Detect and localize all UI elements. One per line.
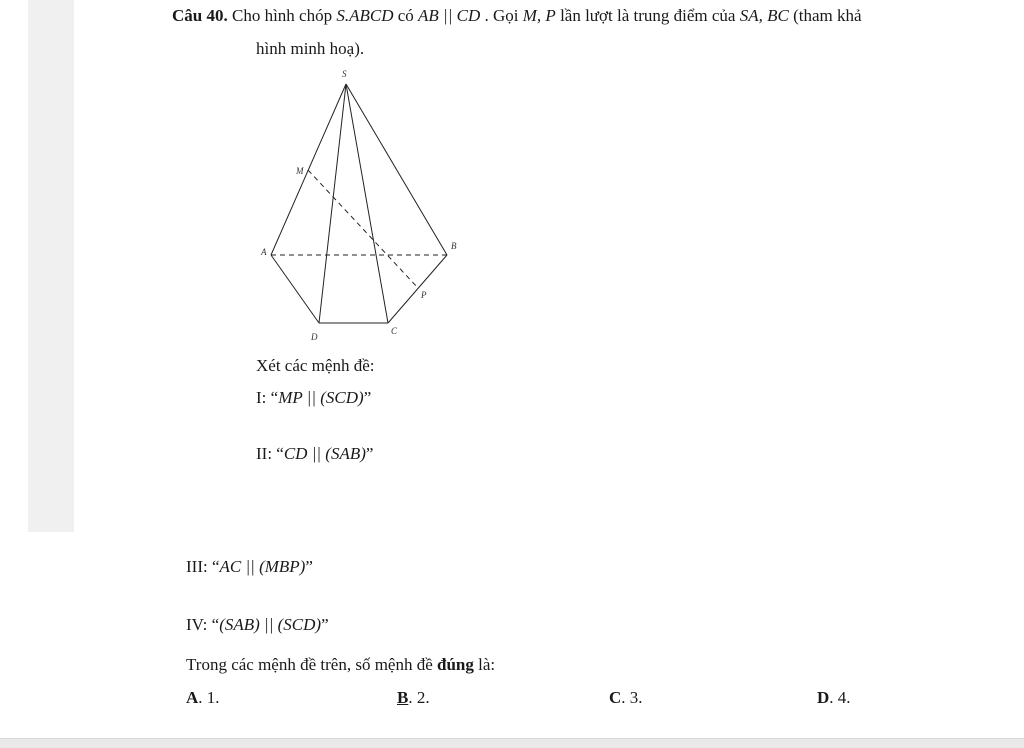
statement-1 <box>256 388 371 408</box>
pyramid-figure <box>250 64 470 344</box>
answer-value: . 1. <box>198 688 220 707</box>
statement-math: (SAB) || (SCD) <box>219 615 322 634</box>
statement-3 <box>186 557 313 577</box>
statement-math: MP || (SCD) <box>278 388 364 407</box>
answer-value: . 2. <box>408 688 430 707</box>
statement-prefix: II: “ <box>256 444 284 463</box>
prompt-text: là: <box>473 655 496 674</box>
answer-value: . 4. <box>829 688 851 707</box>
left-margin-panel <box>28 0 74 532</box>
answer-prompt <box>186 655 495 675</box>
question-text: (tham khả <box>788 6 862 25</box>
statement-suffix: ” <box>363 388 372 407</box>
statement-prefix: III: “ <box>186 557 220 576</box>
answer-letter: B <box>397 688 409 707</box>
answer-letter: A <box>186 688 199 707</box>
edge-sd <box>319 84 346 323</box>
statement-math: AC || (MBP) <box>219 557 306 576</box>
question-text: . Gọi <box>480 6 523 25</box>
answer-letter: D <box>817 688 830 707</box>
edges-sa-bc: SA, BC <box>739 6 789 25</box>
label-d: D <box>311 332 318 342</box>
intro-text: Xét các mệnh đề: <box>256 356 375 375</box>
label-s: S <box>342 69 347 79</box>
statement-2 <box>256 444 373 464</box>
question-text: lần lượt là trung điểm của <box>555 6 740 25</box>
statement-prefix: IV: “ <box>186 615 220 634</box>
question-line-2: hình minh hoạ). <box>256 39 365 58</box>
edge-ad <box>271 255 319 323</box>
label-b: B <box>451 241 457 251</box>
answer-d <box>817 688 851 708</box>
answer-value: . 3. <box>621 688 643 707</box>
label-p: P <box>421 290 427 300</box>
answer-a <box>186 688 220 708</box>
label-m: M <box>296 166 304 176</box>
answer-b <box>397 688 430 708</box>
answer-c <box>609 688 643 708</box>
statement-suffix: ” <box>321 615 329 634</box>
pyramid-name: S.ABCD <box>336 6 394 25</box>
parallel-relation: AB || CD <box>418 6 481 25</box>
question-text: Cho hình chóp <box>231 6 337 25</box>
question-text: có <box>393 6 419 25</box>
prompt-text: Trong các mệnh đề trên, số mệnh đề <box>186 655 438 674</box>
question-number: Câu 40. <box>172 6 228 25</box>
statement-prefix: I: “ <box>256 388 279 407</box>
question-line-1 <box>172 6 862 26</box>
points-mp: M, P <box>522 6 556 25</box>
edge-sa <box>271 84 346 255</box>
label-c: C <box>391 326 398 336</box>
statement-math: CD || (SAB) <box>283 444 366 463</box>
statement-suffix: ” <box>365 444 374 463</box>
answer-letter: C <box>609 688 622 707</box>
prompt-bold: đúng <box>437 655 474 674</box>
statement-suffix: ” <box>305 557 313 576</box>
statement-4 <box>186 615 329 635</box>
label-a: A <box>261 247 267 257</box>
